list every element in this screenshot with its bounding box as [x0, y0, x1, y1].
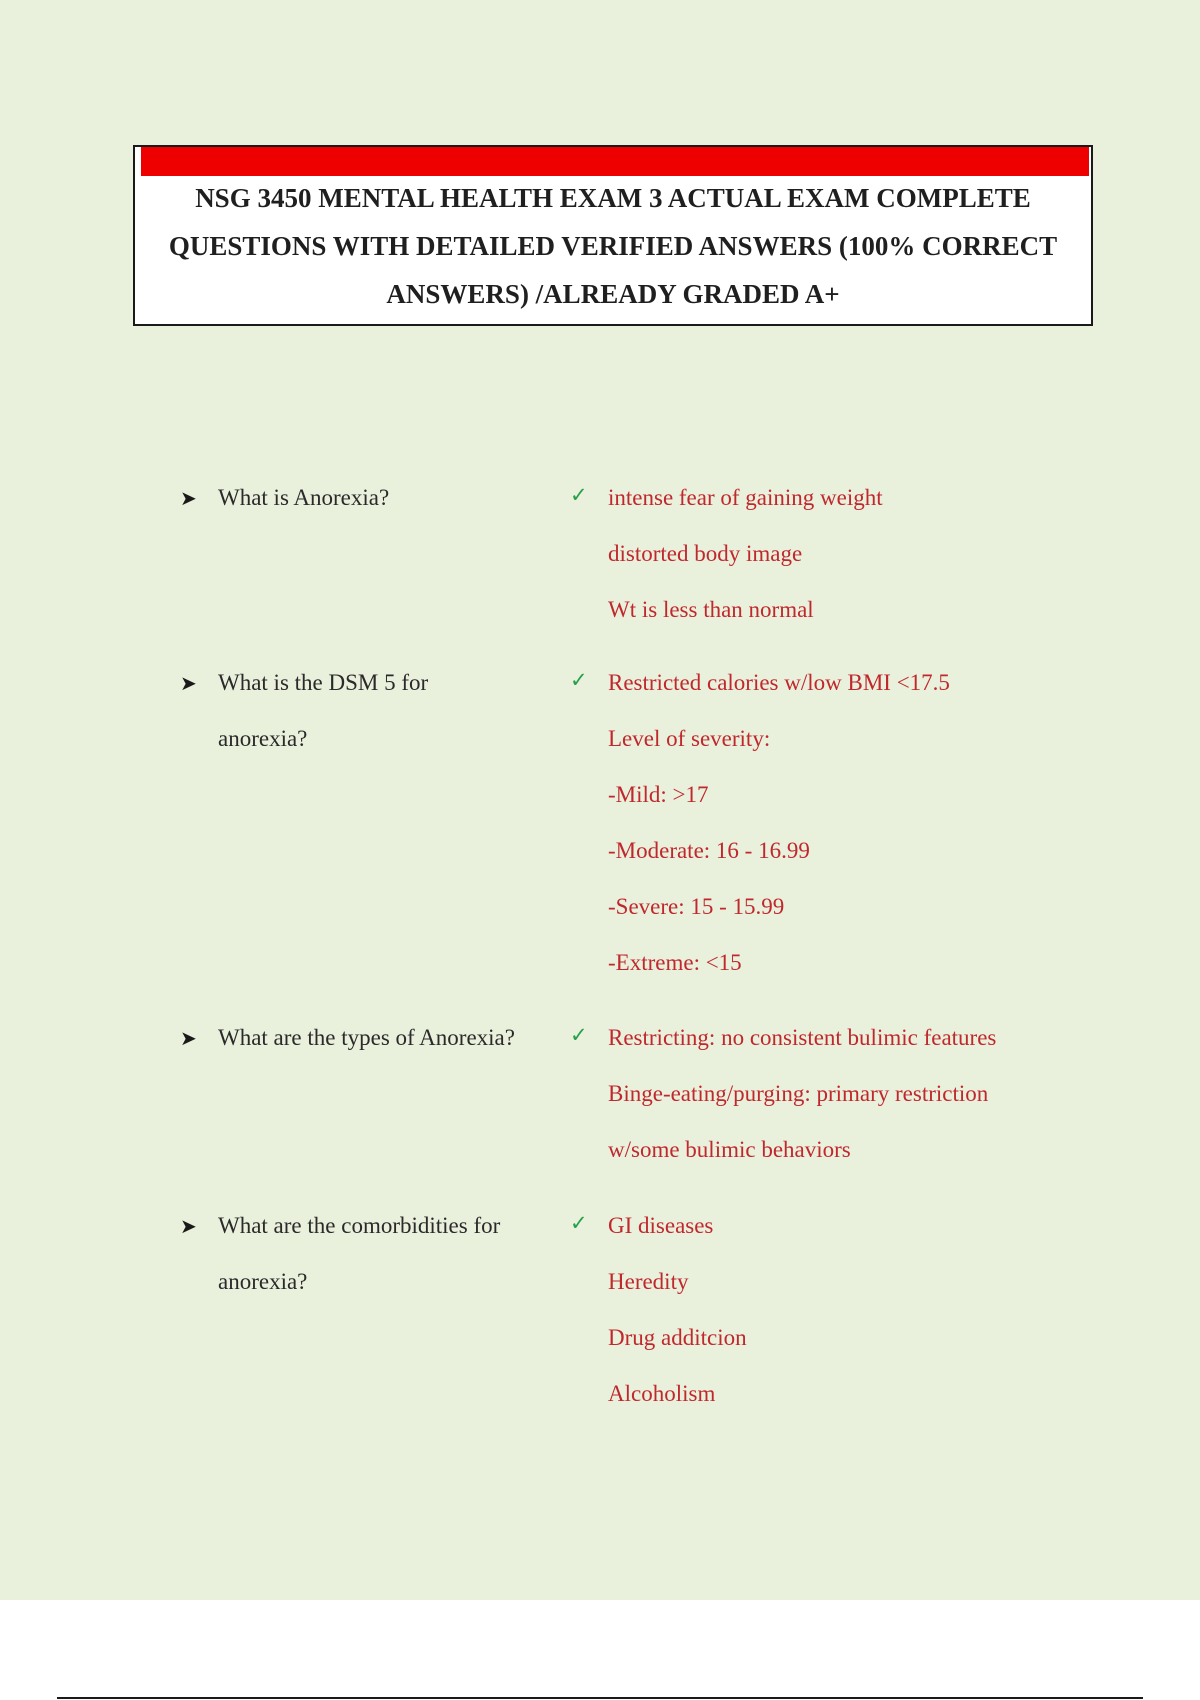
- answer-line: -Severe: 15 - 15.99: [608, 894, 785, 919]
- question-text: What is the DSM 5 for anorexia?: [218, 670, 429, 751]
- question-text: What are the types of Anorexia?: [218, 1025, 515, 1050]
- answer-line: Alcoholism: [608, 1381, 716, 1406]
- arrow-bullet-icon: ➤: [180, 1214, 197, 1238]
- answer-list: [608, 470, 1068, 638]
- answer-line: GI diseases: [608, 1213, 714, 1238]
- answer-list: [608, 1198, 1068, 1422]
- answer-list: [608, 655, 1068, 991]
- question-text: What is Anorexia?: [218, 485, 390, 510]
- answer-line: Binge-eating/purging: primary restriction: [608, 1081, 989, 1106]
- answer-line: intense fear of gaining weight: [608, 485, 883, 510]
- arrow-bullet-icon: ➤: [180, 486, 197, 510]
- answer-line: w/some bulimic behaviors: [608, 1137, 851, 1162]
- arrow-bullet-icon: ➤: [180, 671, 197, 695]
- answer-line: distorted body image: [608, 541, 803, 566]
- answer-line: Restricted calories w/low BMI <17.5: [608, 670, 950, 695]
- checkmark-icon: ✓: [570, 483, 588, 507]
- answer-line: -Extreme: <15: [608, 950, 742, 975]
- document-title: NSG 3450 MENTAL HEALTH EXAM 3 ACTUAL EXAM COMPLETE QUESTIONS WITH DETAILED VERIFIED ANSWERS (100% CORRECT ANSWERS) /ALREADY GRADED A+: [168, 183, 1058, 309]
- checkmark-icon: ✓: [570, 1211, 588, 1235]
- title-box: [133, 145, 1093, 326]
- answer-line: Heredity: [608, 1269, 689, 1294]
- answer-list: [608, 1010, 1068, 1178]
- footer-divider: [57, 1697, 1143, 1699]
- checkmark-icon: ✓: [570, 1023, 588, 1047]
- arrow-bullet-icon: ➤: [180, 1026, 197, 1050]
- question-text: What are the comorbidities for anorexia?: [218, 1213, 501, 1294]
- title-red-bar: [141, 147, 1089, 176]
- answer-line: Wt is less than normal: [608, 597, 814, 622]
- answer-line: Restricting: no consistent bulimic features: [608, 1025, 997, 1050]
- answer-line: -Moderate: 16 - 16.99: [608, 838, 810, 863]
- answer-line: Drug additcion: [608, 1325, 747, 1350]
- answer-line: -Mild: >17: [608, 782, 709, 807]
- answer-line: Level of severity:: [608, 726, 771, 751]
- checkmark-icon: ✓: [570, 668, 588, 692]
